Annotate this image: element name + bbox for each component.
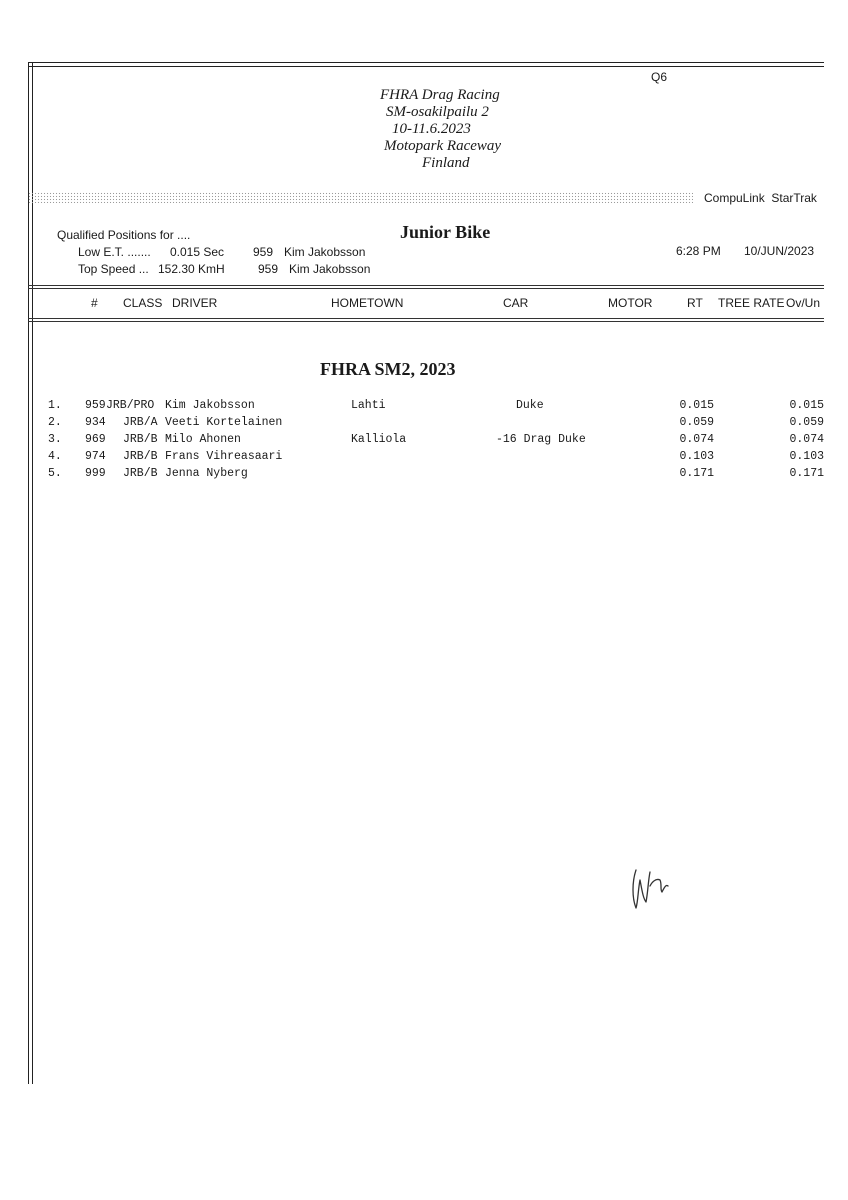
row-number: 969	[85, 433, 106, 446]
top-speed-number: 959	[258, 262, 279, 276]
page-border-top-inner	[28, 66, 824, 67]
row-rt: 0.074	[679, 433, 714, 446]
qualified-label: Qualified Positions for ....	[57, 228, 191, 242]
row-car: -16 Drag Duke	[496, 433, 586, 446]
signature	[624, 862, 684, 914]
low-et-driver: Kim Jakobsson	[284, 245, 366, 259]
col-driver: DRIVER	[172, 296, 218, 310]
table-row	[0, 399, 848, 416]
row-ovun: 0.074	[789, 433, 824, 446]
header-rule-bottom-inner	[28, 321, 824, 322]
table-row	[0, 450, 848, 467]
row-hometown: Kalliola	[351, 433, 407, 446]
row-position: 5.	[48, 467, 62, 480]
col-rt: RT	[687, 296, 703, 310]
col-number: #	[91, 296, 98, 310]
row-hometown: Lahti	[351, 399, 386, 412]
header-rule-bottom	[28, 318, 824, 319]
col-motor: MOTOR	[608, 296, 653, 310]
low-et-label: Low E.T. .......	[78, 245, 151, 259]
page-border-top	[28, 62, 824, 63]
event-subtitle: SM-osakilpailu 2	[386, 104, 489, 120]
session-label: Q6	[651, 70, 668, 84]
header-rule-top-inner	[28, 288, 824, 289]
row-ovun: 0.103	[789, 450, 824, 463]
col-hometown: HOMETOWN	[331, 296, 404, 310]
row-number: 999	[85, 467, 106, 480]
row-position: 1.	[48, 399, 62, 412]
row-rt: 0.103	[679, 450, 714, 463]
row-number: 959	[85, 399, 106, 412]
row-number: 934	[85, 416, 106, 429]
table-row	[0, 416, 848, 433]
row-driver: Jenna Nyberg	[165, 467, 248, 480]
row-position: 3.	[48, 433, 62, 446]
row-driver: Kim Jakobsson	[165, 399, 255, 412]
row-ovun: 0.059	[789, 416, 824, 429]
software-label: CompuLink StarTrak	[704, 191, 817, 205]
row-rt: 0.059	[679, 416, 714, 429]
table-row	[0, 467, 848, 484]
low-et-value: 0.015 Sec	[170, 245, 225, 259]
row-class: JRB/PRO	[106, 399, 155, 412]
col-class: CLASS	[123, 296, 163, 310]
row-ovun: 0.015	[789, 399, 824, 412]
row-car: Duke	[516, 399, 544, 412]
row-number: 974	[85, 450, 106, 463]
dotted-separator	[28, 192, 693, 203]
row-position: 4.	[48, 450, 62, 463]
row-rt: 0.015	[679, 399, 714, 412]
row-driver: Milo Ahonen	[165, 433, 241, 446]
row-driver: Frans Vihreasaari	[165, 450, 283, 463]
print-time: 6:28 PM	[676, 244, 721, 258]
col-ovun: Ov/Un	[786, 296, 821, 310]
section-title: FHRA SM2, 2023	[320, 359, 456, 379]
row-ovun: 0.171	[789, 467, 824, 480]
event-country: Finland	[422, 155, 470, 171]
row-class: JRB/B	[123, 467, 158, 480]
class-title: Junior Bike	[400, 222, 491, 242]
event-venue: Motopark Raceway	[384, 138, 502, 154]
row-class: JRB/A	[123, 416, 158, 429]
event-dates: 10-11.6.2023	[392, 121, 471, 137]
col-tree-rate: TREE RATE	[718, 296, 785, 310]
row-rt: 0.171	[679, 467, 714, 480]
low-et-number: 959	[253, 245, 274, 259]
row-class: JRB/B	[123, 450, 158, 463]
row-driver: Veeti Kortelainen	[165, 416, 283, 429]
event-title: FHRA Drag Racing	[380, 87, 500, 103]
col-car: CAR	[503, 296, 529, 310]
top-speed-driver: Kim Jakobsson	[289, 262, 371, 276]
top-speed-label: Top Speed ...	[78, 262, 149, 276]
row-position: 2.	[48, 416, 62, 429]
row-class: JRB/B	[123, 433, 158, 446]
page-border-left-inner	[32, 62, 33, 1084]
top-speed-value: 152.30 KmH	[158, 262, 225, 276]
table-row	[0, 433, 848, 450]
print-date: 10/JUN/2023	[744, 244, 815, 258]
header-rule-top	[28, 285, 824, 286]
page-border-left	[28, 62, 29, 1084]
